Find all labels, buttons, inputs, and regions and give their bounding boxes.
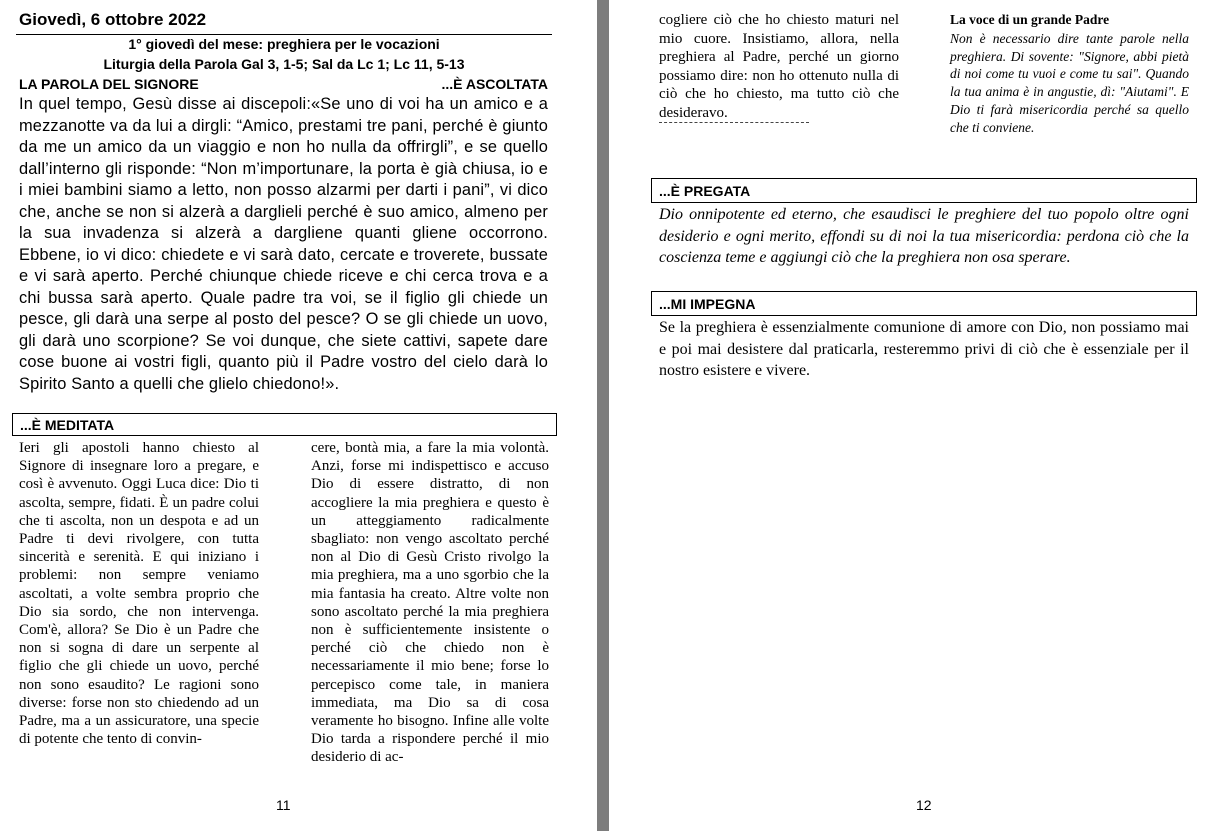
left-page	[0, 0, 597, 831]
impegna-heading-box	[651, 291, 1197, 316]
header-rule	[16, 34, 552, 35]
gospel-heading: LA PAROLA DEL SIGNORE	[19, 76, 199, 92]
page-number-right: 12	[916, 797, 932, 813]
meditata-heading: ...È MEDITATA	[20, 417, 115, 433]
impegna-text: Se la preghiera è essenzialmente comunione di amore con Dio, non possiamo mai e poi mai desistere dal praticarla, resteremmo privi di ciò che è essenziale per il nostro esistere e vivere.	[659, 319, 1189, 380]
subtitle-vocations: 1° giovedì del mese: preghiera per le vocazioni	[128, 36, 440, 52]
subtitle-liturgy: Liturgia della Parola Gal 3, 1-5; Sal da Lc 1; Lc 11, 5-13	[103, 56, 465, 72]
impegna-heading: ...MI IMPEGNA	[659, 296, 756, 312]
page-number-left: 11	[276, 797, 291, 813]
quote-title: La voce di un grande Padre	[950, 12, 1110, 27]
date-heading: Giovedì, 6 ottobre 2022	[19, 10, 207, 29]
quote-body: Non è necessario dire tante parole nella preghiera. Di sovente: "Signore, abbi pietà di noi come tu vuoi e come tu sai". Quando la tua anima è in angustie, dì: "Aiutami". E Dio ti farà misericordia perché sa quello che ti conviene.	[950, 31, 1189, 135]
pregata-text: Dio onnipotente ed eterno, che esaudisci le preghiere del tuo popolo oltre ogni desiderio e ogni merito, effondi su di noi la tua misericordia: perdona ciò che la coscienza teme e aggiungi ciò che la preghiera non osa sperare.	[659, 206, 1189, 267]
meditata-column-1: Ieri gli apostoli hanno chiesto al Signore di insegnare loro a pregare, e così è avvenuto. Oggi Luca dice: Dio ti ascolta, sempre, fidati. È un padre colui che ti ascolta, non un despota e ad un Padre ti devi rivolgere, con tutta sincerità e serenità. E qui iniziano i problemi: non sempre veniamo ascoltati, a volte sembra proprio che Dio sia sordo, che non intervenga. Com'è, allora? Se Dio è un Padre che non si sogna di dare un serpente al figlio che gli chiede un uovo, perché non sono esaudito? Le ragioni sono diverse: forse non sto chiedendo ad un Padre, ma a un assicuratore, una specie di potente che tento di convin-	[19, 440, 259, 748]
page-divider	[597, 0, 609, 831]
pregata-heading-box	[651, 178, 1197, 203]
meditata-column-2: cere, bontà mia, a fare la mia volontà. Anzi, forse mi indispettisco e accuso Dio di essere distratto, di non accogliere la mia preghiera e questo è un atteggiamento radicalmente sbagliato: non vengo ascoltato perché non al Dio di Gesù Cristo rivolgo la mia preghiera, ma a uno sgorbio che la mia fantasia ha creato. Altre volte non sono ascoltato perché la mia preghiera non è sufficientemente insistente o perché ciò che chiedo non è necessariamente il mio bene; forse lo percepisco come tale, in maniera immediata, ma Dio sa di cosa veramente ho bisogno. Infine alle volte Dio tarda a rispondere perché il mio desiderio di ac-	[311, 440, 549, 766]
dashed-separator	[659, 122, 809, 123]
pregata-heading: ...È PREGATA	[659, 183, 751, 199]
gospel-text: In quel tempo, Gesù disse ai discepoli:«Se uno di voi ha un amico e a mezzanotte va da lui a dirgli: “Amico, prestami tre pani, perché è giunto da me un amico da un viaggio e non ho nulla da offrirgli”, e se quello dall’interno gli risponde: “Non m’importunare, la porta è già chiusa, io e i miei bambini siamo a letto, non posso alzarmi per darti i pani”, vi dico che, anche se non si alzerà a darglieli perché è suo amico, almeno per la sua invadenza si alzerà a dargliene quanti gliene occorrono. Ebbene, io vi dico: chiedete e vi sarà dato, cercate e troverete, bussate e vi sarà aperto. Perché chiunque chiede riceve e chi cerca trova e a chi bussa sarà aperto. Quale padre tra voi, se il figlio gli chiede un pesce, gli darà una serpe al posto del pesce? O se gli chiede un uovo, gli darà uno scorpione? Se voi dunque, che siete cattivi, sapete dare cose buone ai vostri figli, quanto più il Padre vostro del cielo darà lo Spirito Santo a quelli che glielo chiedono!».	[19, 95, 548, 393]
meditata-heading-box	[12, 413, 557, 436]
ascoltata-heading: ...È ASCOLTATA	[441, 76, 548, 92]
right-page	[609, 0, 1213, 831]
meditata-column-3: cogliere ciò che ho chiesto maturi nel mio cuore. Insistiamo, allora, nella preghiera al Padre, perché un giorno possiamo dire: non ho ottenuto nulla di ciò che ho chiesto, ma tutto ciò che desideravo.	[659, 12, 899, 121]
